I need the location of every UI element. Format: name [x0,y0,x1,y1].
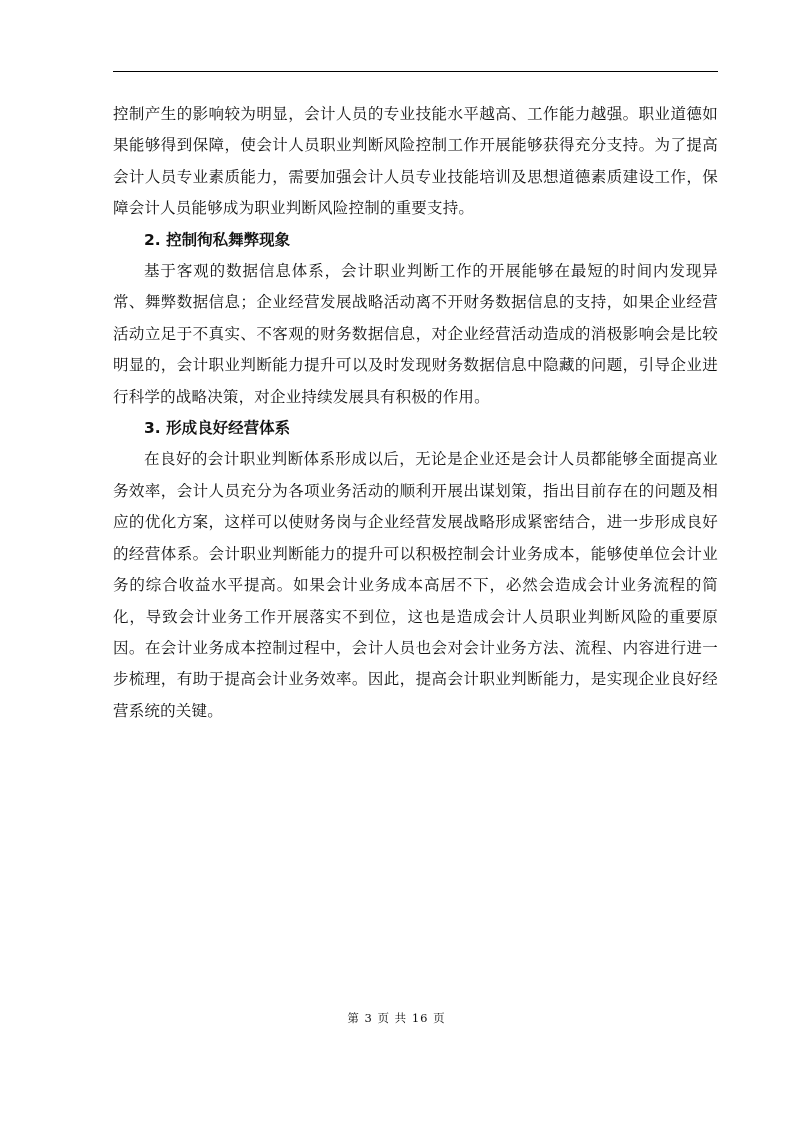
section-3-body: 在良好的会计职业判断体系形成以后，无论是企业还是会计人员都能够全面提高业务效率，会计人员充分为各项业务活动的顺利开展出谋划策，指出目前存在的问题及相应的优化方案，这样可以使财务岗与企业经营发展战略形成紧密结合，进一步形成良好的经营体系。会计职业判断能力的提升可以积极控制会计业务成本，能够使单位会计业务的综合收益水平提高。如果会计业务成本高居不下，必然会造成会计业务流程的简化，导致会计业务工作开展落实不到位，这也是造成会计人员职业判断风险的重要原因。在会计业务成本控制过程中，会计人员也会对会计业务方法、流程、内容进行进一步梳理，有助于提高会计业务效率。因此，提高会计职业判断能力，是实现企业良好经营系统的关键。 [113,450,718,720]
header-rule [113,71,718,72]
section-2-heading: 2. 控制徇私舞弊现象 [144,230,291,249]
paragraph-intro-continued: 控制产生的影响较为明显，会计人员的专业技能水平越高、工作能力越强。职业道德如果能够得到保障，使会计人员职业判断风险控制工作开展能够获得充分支持。为了提高会计人员专业素质能力，需要加强会计人员专业技能培训及思想道德素质建设工作，保障会计人员能够成为职业判断风险控制的重要支持。 [113,105,718,218]
page-number-footer: 第 3 页 共 16 页 [347,1011,446,1025]
page-body [113,99,718,727]
section-3-heading: 3. 形成良好经营体系 [144,419,291,438]
section-2-body: 基于客观的数据信息体系，会计职业判断工作的开展能够在最短的时间内发现异常、舞弊数据信息；企业经营发展战略活动离不开财务数据信息的支持，如果企业经营活动立足于不真实、不客观的财务数据信息，对企业经营活动造成的消极影响会是比较明显的，会计职业判断能力提升可以及时发现财务数据信息中隐藏的问题，引导企业进行科学的战略决策，对企业持续发展具有积极的作用。 [113,262,718,406]
